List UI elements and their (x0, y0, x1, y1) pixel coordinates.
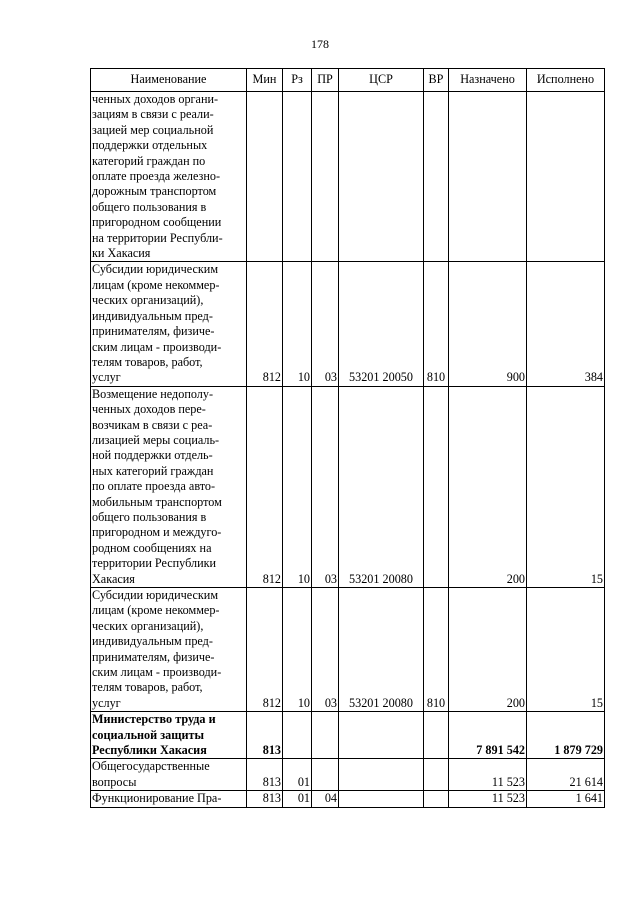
cell-pr (312, 759, 339, 791)
cell-assigned: 7 891 542 (449, 712, 527, 759)
cell-executed (527, 92, 605, 262)
cell-rz: 01 (283, 791, 312, 807)
cell-rz: 01 (283, 759, 312, 791)
cell-min: 812 (247, 386, 283, 587)
cell-min: 813 (247, 759, 283, 791)
cell-rz: 10 (283, 386, 312, 587)
cell-name: Общегосударственные вопросы (91, 759, 247, 791)
header-pr: ПР (312, 69, 339, 92)
budget-table (90, 68, 605, 808)
cell-min: 813 (247, 712, 283, 759)
table-row (91, 386, 605, 587)
header-executed: Исполнено (527, 69, 605, 92)
cell-rz: 10 (283, 588, 312, 712)
cell-name: ченных доходов органи- зациям в связи с реали- зацией мер социальной поддержки отдельных категорий граждан по оплате проезда железно- дорожным транспортом общего пользования в пригородном сообщении на территории Республи- ки Хакасия (91, 92, 247, 262)
cell-rz (283, 712, 312, 759)
header-name: Наименование (91, 69, 247, 92)
cell-min (247, 92, 283, 262)
cell-vr (424, 759, 449, 791)
cell-name: Министерство труда и социальной защиты Республики Хакасия (91, 712, 247, 759)
cell-csr (339, 712, 424, 759)
header-vr: ВР (424, 69, 449, 92)
cell-pr: 03 (312, 588, 339, 712)
cell-executed: 1 879 729 (527, 712, 605, 759)
cell-csr (339, 92, 424, 262)
cell-vr: 810 (424, 588, 449, 712)
cell-csr (339, 791, 424, 807)
cell-executed: 15 (527, 386, 605, 587)
cell-csr: 53201 20080 (339, 386, 424, 587)
cell-name: Возмещение недополу- ченных доходов пере- возчикам в связи с реа- лизацией меры социаль- ной поддержки отдель- ных категорий граждан по оплате проезда авто- мобильным транспортом общего пользования в пригородном и междуго- родном сообщениях на территории Республики Хакасия (91, 386, 247, 587)
cell-assigned: 11 523 (449, 759, 527, 791)
cell-rz: 10 (283, 262, 312, 386)
cell-assigned: 11 523 (449, 791, 527, 807)
header-assigned: Назначено (449, 69, 527, 92)
table-row (91, 92, 605, 262)
cell-assigned: 900 (449, 262, 527, 386)
header-csr: ЦСР (339, 69, 424, 92)
cell-name: Функционирование Пра- (91, 791, 247, 807)
cell-pr: 03 (312, 386, 339, 587)
header-min: Мин (247, 69, 283, 92)
cell-name: Субсидии юридическим лицам (кроме некоммер- ческих организаций), индивидуальным пред- принимателям, физиче- ским лицам - производи- телям товаров, работ, услуг (91, 262, 247, 386)
table-header-row (91, 69, 605, 92)
cell-csr (339, 759, 424, 791)
cell-vr: 810 (424, 262, 449, 386)
cell-assigned (449, 92, 527, 262)
cell-rz (283, 92, 312, 262)
cell-min: 813 (247, 791, 283, 807)
header-rz: Рз (283, 69, 312, 92)
cell-pr: 04 (312, 791, 339, 807)
cell-csr: 53201 20050 (339, 262, 424, 386)
table-row (91, 588, 605, 712)
cell-csr: 53201 20080 (339, 588, 424, 712)
table-row (91, 759, 605, 791)
cell-vr (424, 386, 449, 587)
page-number: 178 (311, 37, 329, 51)
cell-assigned: 200 (449, 588, 527, 712)
table-row (91, 262, 605, 386)
cell-executed: 384 (527, 262, 605, 386)
cell-pr (312, 92, 339, 262)
cell-vr (424, 791, 449, 807)
cell-pr (312, 712, 339, 759)
cell-executed: 1 641 (527, 791, 605, 807)
cell-pr: 03 (312, 262, 339, 386)
cell-vr (424, 712, 449, 759)
table-row (91, 712, 605, 759)
cell-name: Субсидии юридическим лицам (кроме некоммер- ческих организаций), индивидуальным пред- принимателям, физиче- ским лицам - производи- телям товаров, работ, услуг (91, 588, 247, 712)
cell-min: 812 (247, 262, 283, 386)
cell-min: 812 (247, 588, 283, 712)
cell-executed: 21 614 (527, 759, 605, 791)
cell-executed: 15 (527, 588, 605, 712)
table-row (91, 791, 605, 807)
cell-vr (424, 92, 449, 262)
cell-assigned: 200 (449, 386, 527, 587)
